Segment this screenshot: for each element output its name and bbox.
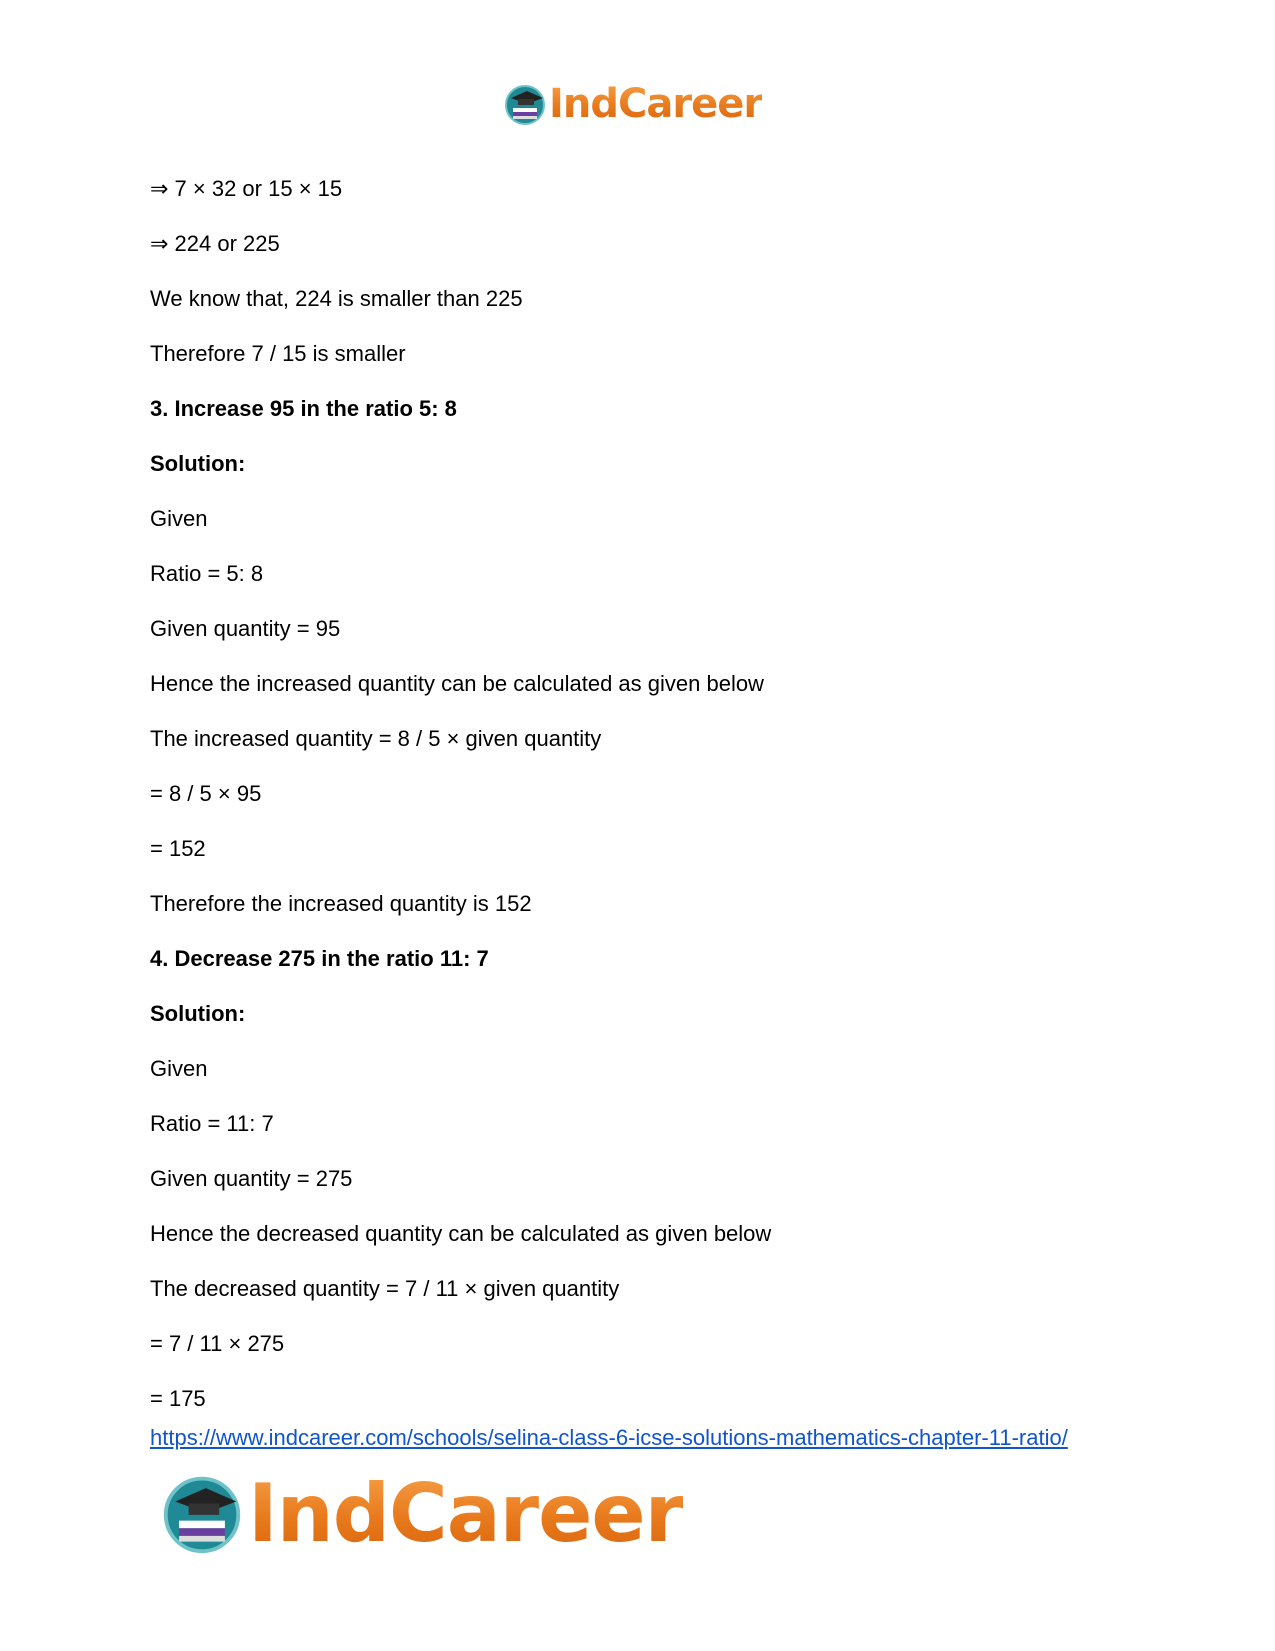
text-line: We know that, 224 is smaller than 225 (150, 286, 523, 311)
header-logo-text: IndCareer (549, 81, 763, 127)
text-line: Given (150, 506, 208, 531)
footer-logo-text: IndCareer (248, 1466, 684, 1560)
text-line: Therefore 7 / 15 is smaller (150, 341, 406, 366)
text-line: Hence the increased quantity can be calculated as given below (150, 671, 764, 696)
text-line: = 7 / 11 × 275 (150, 1331, 285, 1356)
text-line: The increased quantity = 8 / 5 × given quantity (150, 726, 602, 751)
document-body (150, 176, 1150, 1441)
graduation-cap-globe-icon (160, 1471, 244, 1555)
header-logo (503, 80, 762, 128)
heading-line: Solution: (150, 1001, 246, 1026)
text-line: Ratio = 11: 7 (150, 1111, 274, 1136)
heading-line: Solution: (150, 451, 246, 476)
heading-line: 4. Decrease 275 in the ratio 11: 7 (150, 946, 489, 971)
source-url-link[interactable]: https://www.indcareer.com/schools/selina-class-6-icse-solutions-mathematics-chapter-11-ratio/ (150, 1425, 1068, 1450)
heading-line: 3. Increase 95 in the ratio 5: 8 (150, 396, 457, 421)
text-line: Hence the decreased quantity can be calculated as given below (150, 1221, 772, 1246)
text-line: ⇒ 224 or 225 (150, 231, 280, 256)
text-line: = 175 (150, 1386, 206, 1411)
text-line: Given quantity = 275 (150, 1166, 353, 1191)
footer-logo (160, 1468, 683, 1558)
text-line: Therefore the increased quantity is 152 (150, 891, 532, 916)
text-line: = 8 / 5 × 95 (150, 781, 262, 806)
graduation-cap-globe-icon (503, 82, 547, 126)
text-line: Given quantity = 95 (150, 616, 341, 641)
text-line: The decreased quantity = 7 / 11 × given quantity (150, 1276, 620, 1301)
text-line: Ratio = 5: 8 (150, 561, 264, 586)
text-line: = 152 (150, 836, 206, 861)
text-line: Given (150, 1056, 208, 1081)
text-line: ⇒ 7 × 32 or 15 × 15 (150, 176, 343, 201)
